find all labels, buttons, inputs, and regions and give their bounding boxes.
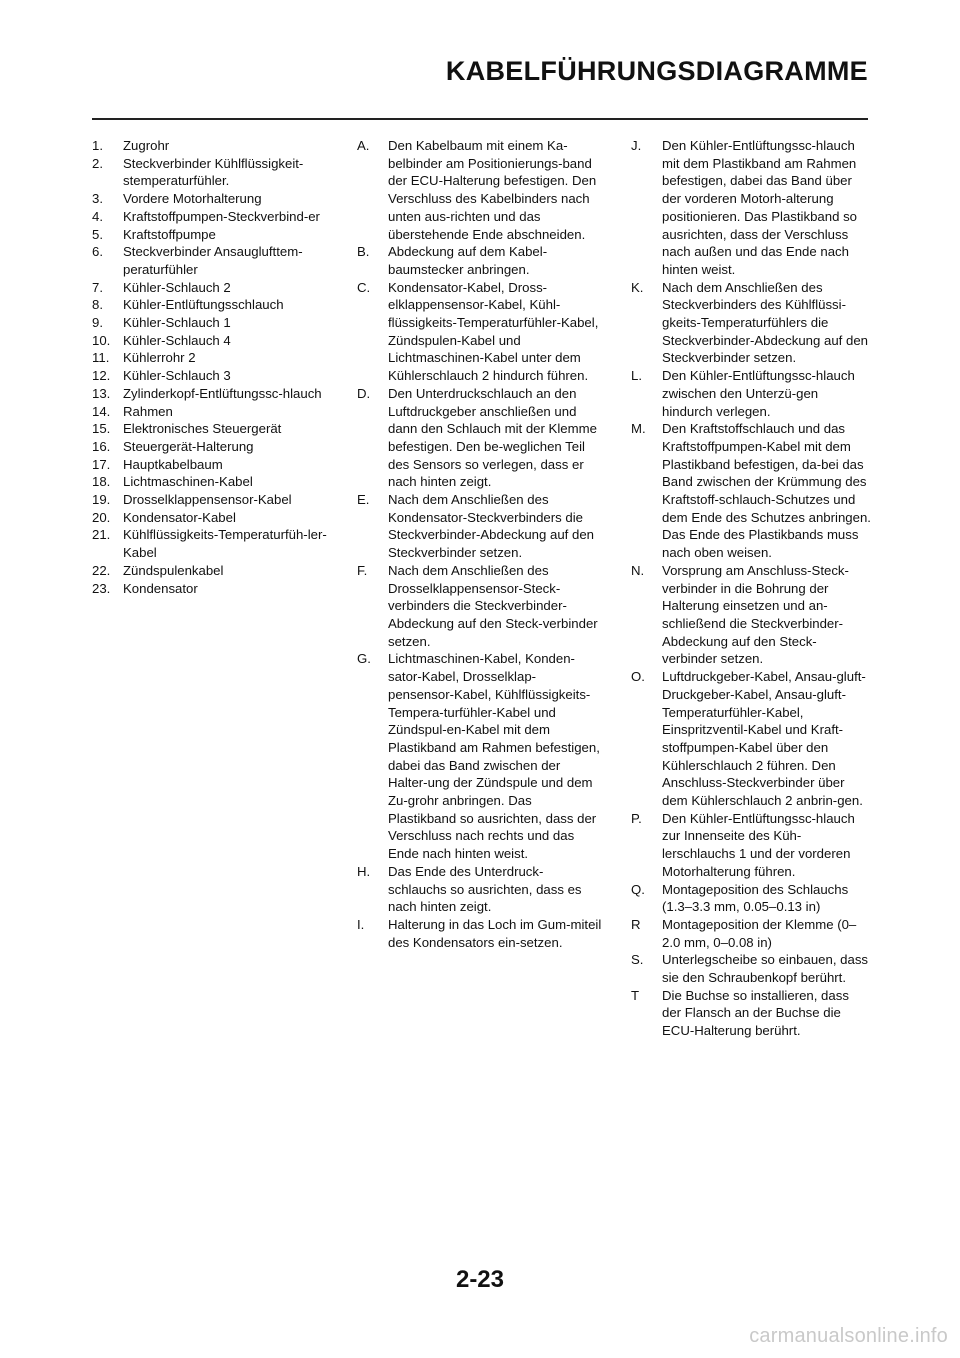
legend-item-text: Montageposition der Klemme (0–2.0 mm, 0–0.08 in) bbox=[662, 916, 857, 950]
legend-item bbox=[92, 279, 332, 297]
legend-item-text: Nach dem Anschließen des Drosselklappensensor-Steck-verbinders die Steckverbinder-Abdeckung auf den Steck-verbinder setzen. bbox=[388, 562, 598, 649]
legend-item bbox=[92, 367, 332, 385]
legend-letters-list-j-t bbox=[631, 137, 871, 1040]
legend-item bbox=[92, 155, 332, 190]
legend-item-text: Vordere Motorhalterung bbox=[123, 191, 262, 207]
legend-item-text: Kraftstoffpumpe bbox=[123, 226, 216, 242]
legend-item-label: B. bbox=[357, 244, 370, 260]
legend-item bbox=[92, 403, 332, 421]
legend-item-label: F. bbox=[357, 562, 368, 578]
legend-item-label: 9. bbox=[92, 315, 103, 331]
legend-item bbox=[92, 349, 332, 367]
legend-item bbox=[92, 526, 332, 561]
legend-item-text: Zugrohr bbox=[123, 138, 170, 153]
legend-item-text: Den Kühler-Entlüftungssc-hlauch zwischen den Unterzü-gen hindurch verlegen. bbox=[662, 368, 855, 419]
legend-item-label: S. bbox=[631, 952, 644, 968]
legend-item bbox=[631, 562, 871, 668]
legend-item-label: E. bbox=[357, 492, 370, 508]
legend-item bbox=[92, 296, 332, 314]
legend-numbered-list bbox=[92, 137, 332, 597]
legend-item-text: Steckverbinder Ansauglufttem-peraturfühler bbox=[123, 244, 303, 277]
legend-item-label: N. bbox=[631, 562, 645, 578]
legend-item-label: 21. bbox=[92, 527, 111, 543]
legend-item bbox=[357, 916, 602, 951]
legend-item bbox=[92, 580, 332, 598]
legend-item-label: 18. bbox=[92, 474, 111, 490]
page-title: KABELFÜHRUNGSDIAGRAMME bbox=[445, 56, 868, 86]
legend-item-text: Zündspulenkabel bbox=[123, 562, 224, 578]
legend-item-text: Kühler-Schlauch 1 bbox=[123, 315, 231, 331]
legend-item-text: Rahmen bbox=[123, 403, 173, 419]
legend-item-label: 4. bbox=[92, 208, 103, 224]
legend-item bbox=[92, 456, 332, 474]
legend-item bbox=[92, 332, 332, 350]
legend-item-label: 22. bbox=[92, 562, 111, 578]
legend-item bbox=[357, 491, 602, 562]
legend-item-label: 17. bbox=[92, 456, 111, 472]
legend-item-label: 23. bbox=[92, 580, 111, 596]
legend-item bbox=[631, 279, 871, 368]
legend-item bbox=[631, 420, 871, 562]
legend-item-label: 20. bbox=[92, 509, 111, 525]
legend-item-text: Kühler-Schlauch 4 bbox=[123, 332, 231, 348]
legend-item bbox=[92, 473, 332, 491]
legend-letters-list-a-i bbox=[357, 137, 602, 951]
legend-item-text: Den Kühler-Entlüftungssc-hlauch mit dem Plastikband am Rahmen befestigen, dabei das Band über der vorderen Motorh-alterung positionieren. Das Plastikband so ausrichten, dass der Verschluss nach außen und das Ende nach hinten weist. bbox=[662, 138, 857, 277]
legend-item bbox=[92, 438, 332, 456]
legend-item-label: I. bbox=[357, 916, 365, 932]
legend-item bbox=[357, 279, 602, 385]
legend-item bbox=[92, 190, 332, 208]
legend-item bbox=[92, 420, 332, 438]
legend-item-text: Drosselklappensensor-Kabel bbox=[123, 492, 292, 508]
legend-item-label: 8. bbox=[92, 297, 103, 313]
legend-item-label: Q. bbox=[631, 881, 645, 897]
legend-item-text: Den Kühler-Entlüftungssc-hlauch zur Innenseite des Küh-lerschlauchs 1 und der vorderen Motorhalterung führen. bbox=[662, 810, 855, 879]
legend-item-text: Montageposition des Schlauchs (1.3–3.3 mm, 0.05–0.13 in) bbox=[662, 881, 849, 915]
legend-item-label: 7. bbox=[92, 279, 103, 295]
legend-item-text: Vorsprung am Anschluss-Steck-verbinder in die Bohrung der Halterung einsetzen und an-schließend die Steckverbinder-Abdeckung auf den Steck-verbinder setzen. bbox=[662, 562, 849, 667]
legend-item-label: 14. bbox=[92, 403, 111, 419]
legend-item-label: 16. bbox=[92, 438, 111, 454]
legend-item-text: Kraftstoffpumpen-Steckverbind-er bbox=[123, 208, 320, 224]
legend-item-label: M. bbox=[631, 421, 646, 437]
legend-item bbox=[92, 208, 332, 226]
legend-item-text: Steuergerät-Halterung bbox=[123, 438, 254, 454]
legend-item-text: Steckverbinder Kühlflüssigkeit-stemperaturfühler. bbox=[123, 155, 304, 189]
legend-item bbox=[92, 243, 332, 278]
legend-item-label: R bbox=[631, 916, 641, 932]
legend-item-label: 5. bbox=[92, 226, 103, 242]
legend-item-label: K. bbox=[631, 279, 644, 295]
legend-item-label: C. bbox=[357, 279, 371, 295]
legend-item bbox=[631, 668, 871, 810]
legend-item bbox=[357, 385, 602, 491]
legend-item bbox=[357, 562, 602, 651]
legend-item bbox=[92, 137, 332, 155]
legend-item-text: Halterung in das Loch im Gum-miteil des Kondensators ein-setzen. bbox=[388, 916, 602, 950]
legend-item-text: Kondensator-Kabel bbox=[123, 509, 236, 525]
legend-item-text: Kondensator-Kabel, Dross-elklappensensor-Kabel, Kühl-flüssigkeits-Temperaturfühler-Kabel, Zündspulen-Kabel und Lichtmaschinen-Kabel unter dem Kühlerschlauch 2 hindurch führen. bbox=[388, 279, 599, 384]
legend-item bbox=[357, 863, 602, 916]
legend-item-text: Lichtmaschinen-Kabel bbox=[123, 474, 253, 490]
legend-item bbox=[631, 137, 871, 279]
legend-item bbox=[357, 243, 602, 278]
legend-item-text: Unterlegscheibe so einbauen, dass sie den Schraubenkopf berührt. bbox=[662, 952, 869, 986]
legend-item bbox=[631, 916, 871, 951]
legend-item-label: J. bbox=[631, 138, 642, 153]
legend-item-text: Abdeckung auf dem Kabel-baumstecker anbringen. bbox=[388, 244, 548, 277]
header-rule bbox=[92, 118, 868, 120]
legend-item-label: P. bbox=[631, 810, 642, 826]
legend-item-text: Die Buchse so installieren, dass der Flansch an der Buchse die ECU-Halterung berührt. bbox=[662, 987, 849, 1039]
legend-item bbox=[92, 385, 332, 403]
watermark: carmanualsonline.info bbox=[749, 1325, 948, 1347]
legend-item bbox=[631, 951, 871, 986]
legend-item-label: 1. bbox=[92, 138, 103, 153]
legend-item-text: Kühler-Schlauch 2 bbox=[123, 279, 231, 295]
legend-item-label: T bbox=[631, 987, 640, 1003]
legend-item-text: Den Kabelbaum mit einem Ka-belbinder am Positionierungs-band der ECU-Halterung befestigen. Den Verschluss des Kabelbinders nach unten aus-richten und das überstehende Ende abschneiden. bbox=[388, 138, 597, 242]
legend-item-text: Luftdruckgeber-Kabel, Ansau-gluft-Druckgeber-Kabel, Ansau-gluft-Temperaturfühler-Kabel, Einspritzventil-Kabel und Kraft-stoffpumpen-Kabel über den Kühlerschlauch 2 führen. Den Anschluss-Steckverbinder über dem Kühlerschlauch 2 anbrin-gen. bbox=[662, 669, 866, 809]
legend-item-text: Hauptkabelbaum bbox=[123, 456, 223, 472]
legend-item-label: D. bbox=[357, 385, 371, 401]
legend-item-text: Zylinderkopf-Entlüftungssc-hlauch bbox=[123, 385, 322, 401]
legend-item-label: A. bbox=[357, 138, 370, 153]
legend-item-label: O. bbox=[631, 669, 645, 685]
legend-item-label: 3. bbox=[92, 191, 103, 207]
legend-item-label: 11. bbox=[92, 350, 110, 366]
legend-item bbox=[631, 987, 871, 1040]
legend-item-label: 13. bbox=[92, 385, 111, 401]
legend-item-label: 10. bbox=[92, 332, 111, 348]
legend-item bbox=[357, 650, 602, 862]
legend-item bbox=[631, 367, 871, 420]
legend-item-text: Kühler-Schlauch 3 bbox=[123, 368, 231, 384]
legend-item bbox=[92, 562, 332, 580]
legend-item bbox=[357, 137, 602, 243]
legend-item-label: 12. bbox=[92, 368, 111, 384]
legend-item-text: Elektronisches Steuergerät bbox=[123, 421, 282, 437]
legend-item-text: Kühler-Entlüftungsschlauch bbox=[123, 297, 284, 313]
legend-item bbox=[92, 226, 332, 244]
page-number: 2-23 bbox=[455, 1266, 505, 1293]
legend-item-text: Den Kraftstoffschlauch und das Kraftstoffpumpen-Kabel mit dem Plastikband befestigen, da-bei das Band zwischen der Krümmung des Kraftstoff-schlauch-Schutzes und dem Ende des Schutzes anbringen. Das Ende des Plastikbands muss nach oben weisen. bbox=[662, 421, 871, 561]
legend-item-text: Lichtmaschinen-Kabel, Konden-sator-Kabel, Drosselklap-pensensor-Kabel, Kühlflüssigkeits-Tempera-turfühler-Kabel und Zündspul-en-Kabel mit dem Plastikband am Rahmen befestigen, dabei das Band zwischen der Halter-ung der Zündspule und dem Zu-grohr anbringen. Das Plastikband so ausrichten, dass der Verschluss nach rechts und das Ende nach hinten weist. bbox=[388, 651, 600, 862]
legend-item-text: Nach dem Anschließen des Kondensator-Steckverbinders die Steckverbinder-Abdeckung auf den Steckverbinder setzen. bbox=[388, 492, 595, 561]
legend-item-label: 6. bbox=[92, 244, 103, 260]
legend-item bbox=[92, 314, 332, 332]
legend-item-text: Den Unterdruckschlauch an den Luftdruckgeber anschließen und dann den Schlauch mit der Klemme befestigen. Den be-weglichen Teil des Sensors so verlegen, dass er nach hinten zeigt. bbox=[388, 385, 597, 490]
legend-item-label: 15. bbox=[92, 421, 111, 437]
legend-item bbox=[631, 810, 871, 881]
legend-item-label: H. bbox=[357, 863, 371, 879]
legend-item-text: Kondensator bbox=[123, 580, 198, 596]
legend-item-label: 2. bbox=[92, 155, 103, 171]
legend-item-text: Nach dem Anschließen des Steckverbinders des Kühlflüssi-gkeits-Temperaturfühlers die Steckverbinder-Abdeckung auf den Steckverbinder setzen. bbox=[662, 279, 869, 366]
legend-item-text: Kühlflüssigkeits-Temperaturfüh-ler-Kabel bbox=[123, 527, 327, 561]
legend-item-label: 19. bbox=[92, 492, 111, 508]
legend-item-text: Kühlerrohr 2 bbox=[123, 350, 196, 366]
legend-item-label: G. bbox=[357, 651, 371, 667]
legend-item-label: L. bbox=[631, 368, 642, 384]
legend-item-text: Das Ende des Unterdruck-schlauchs so ausrichten, dass es nach hinten zeigt. bbox=[388, 863, 582, 915]
legend-item bbox=[631, 881, 871, 916]
legend-item bbox=[92, 491, 332, 509]
legend-item bbox=[92, 509, 332, 527]
